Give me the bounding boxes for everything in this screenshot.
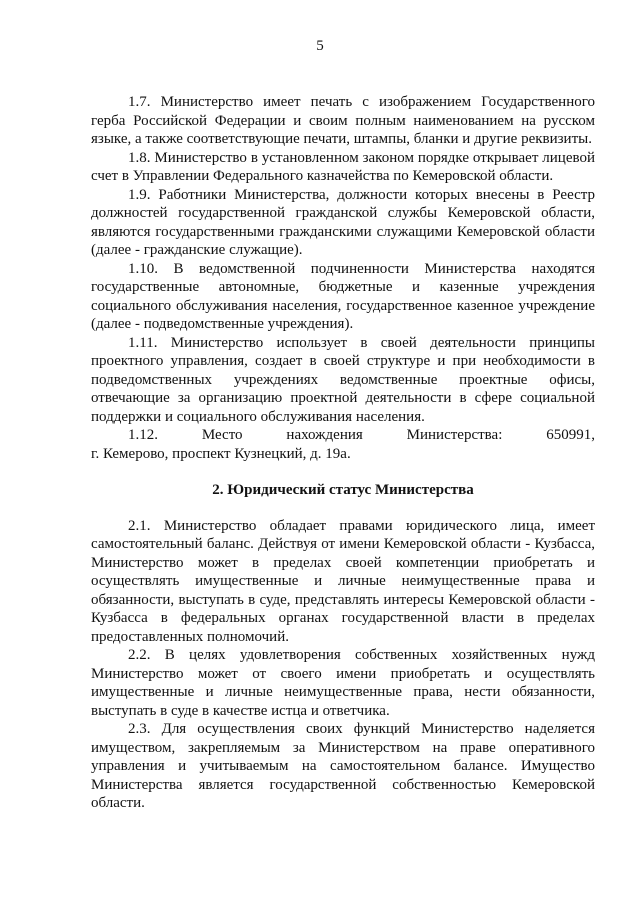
paragraph-1-10: 1.10. В ведомственной подчиненности Министерства находятся государственные автономные, бюджетные и казенные учреждения социального обслуживания населения, государственное казенное учреждение (далее - подведомственные учреждения). <box>91 260 595 332</box>
section-heading: 2. Юридический статус Министерства <box>212 482 474 498</box>
paragraph-1-12: 1.12. Место нахождения Министерства: 650991, <box>128 427 595 443</box>
paragraph-1-11: 1.11. Министерство использует в своей деятельности принципы проектного управления, создает в своей структуре и при необходимости в подведомственных учреждениях ведомственные проектные офисы, отвечающие за организацию проектной деятельности в сфере социальной поддержки и социального обслуживания населения. <box>91 334 595 425</box>
paragraph-2-3: 2.3. Для осуществления своих функций Министерство наделяется имуществом, закрепляемым за Министерством на праве оперативного управления и учитываемым на самостоятельном балансе. Имущество Министерства является государственной собственностью Кемеровской области. <box>91 721 595 811</box>
paragraph-2-1: 2.1. Министерство обладает правами юридического лица, имеет самостоятельный баланс. Действуя от имени Кемеровской области - Кузбасса, Министерство может в пределах своей компетенции приобретать и осуществлять имущественные и личные неимущественные права и обязанности, выступать в суде, представлять интересы Кемеровской области - Кузбасса в федеральных органах государственной власти в пределах предоставленных полномочий. <box>91 517 595 645</box>
paragraph-1-12-address: г. Кемерово, проспект Кузнецкий, д. 19а. <box>91 445 351 462</box>
document-body <box>91 93 595 813</box>
paragraph-1-9: 1.9. Работники Министерства, должности которых внесены в Реестр должностей государственной гражданской службы Кемеровской области, являются государственными гражданскими служащими Кемеровской области (далее - гражданские служащие). <box>91 186 595 258</box>
page-number: 5 <box>316 38 324 54</box>
paragraph-1-7: 1.7. Министерство имеет печать с изображением Государственного герба Российской Федерации и своим полным наименованием на русском языке, а также соответствующие печати, штампы, бланки и другие реквизиты. <box>91 94 595 147</box>
paragraph-2-2: 2.2. В целях удовлетворения собственных хозяйственных нужд Министерство может от своего имени приобретать и осуществлять имущественные и личные неимущественные права, нести обязанности, выступать в суде в качестве истца и ответчика. <box>91 647 595 719</box>
paragraph-1-8: 1.8. Министерство в установленном законом порядке открывает лицевой счет в Управлении Федерального казначейства по Кемеровской области. <box>91 149 595 184</box>
